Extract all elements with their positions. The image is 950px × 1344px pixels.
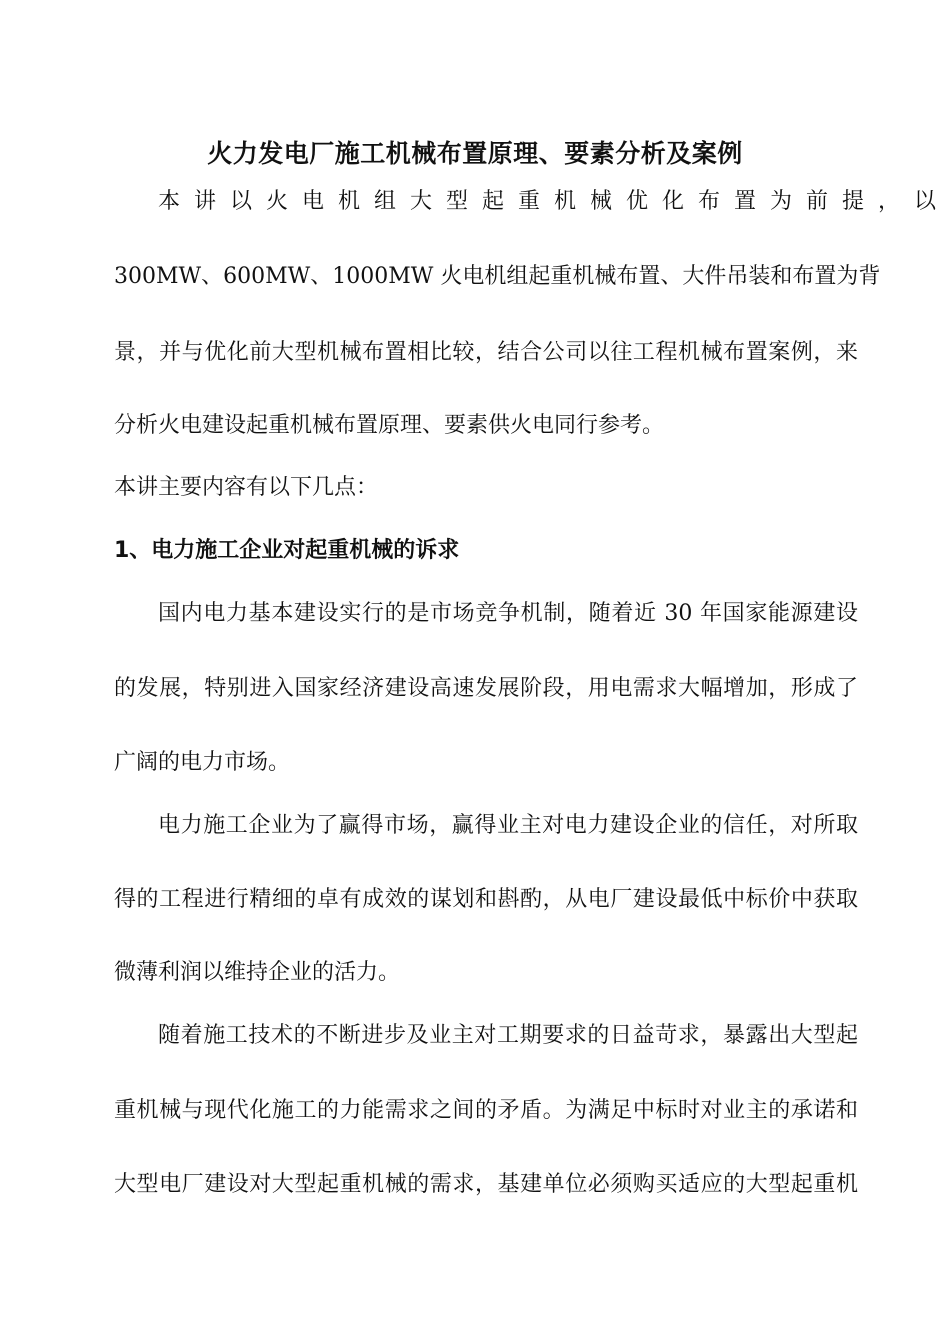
para-1-line-1: 国内电力基本建设实行的是市场竞争机制，随着近 30 年国家能源建设: [158, 601, 858, 626]
section-1-heading: 1、电力施工企业对起重机械的诉求: [114, 538, 460, 563]
intro-line-4: 分析火电建设起重机械布置原理、要素供火电同行参考。: [114, 413, 665, 438]
para-3-line-1: 随着施工技术的不断进步及业主对工期要求的日益苛求，暴露出大型起: [158, 1023, 858, 1048]
para-3-line-2: 重机械与现代化施工的力能需求之间的矛盾。为满足中标时对业主的承诺和: [114, 1098, 858, 1123]
intro-line-3: 景，并与优化前大型机械布置相比较，结合公司以往工程机械布置案例，来: [114, 340, 858, 365]
document-title: 火力发电厂施工机械布置原理、要素分析及案例: [207, 139, 743, 168]
outline-intro: 本讲主要内容有以下几点：: [114, 475, 379, 500]
para-2-line-2: 得的工程进行精细的卓有成效的谋划和斟酌，从电厂建设最低中标价中获取: [114, 887, 858, 912]
para-1-line-2: 的发展，特别进入国家经济建设高速发展阶段，用电需求大幅增加，形成了: [114, 676, 858, 701]
intro-line-1: 本讲以火电机组大型起重机械优化布置为前提，以: [158, 189, 950, 214]
para-3-line-3: 大型电厂建设对大型起重机械的需求，基建单位必须购买适应的大型起重机: [114, 1172, 858, 1197]
para-1-line-3: 广阔的电力市场。: [114, 750, 291, 775]
para-2-line-1: 电力施工企业为了赢得市场，赢得业主对电力建设企业的信任，对所取: [158, 813, 858, 838]
intro-line-2: 300MW、600MW、1000MW 火电机组起重机械布置、大件吊装和布置为背: [114, 264, 881, 289]
para-2-line-3: 微薄利润以维持企业的活力。: [114, 960, 401, 985]
